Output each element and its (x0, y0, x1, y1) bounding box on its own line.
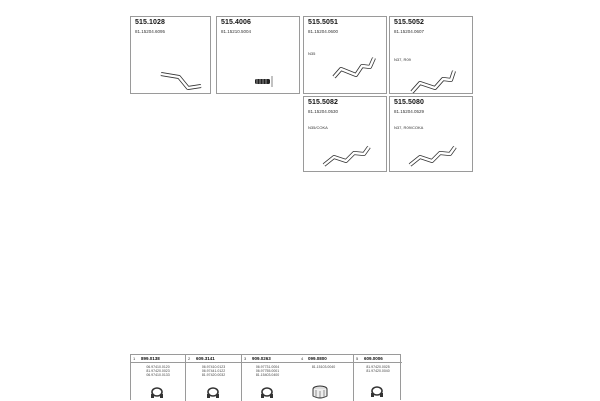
accessory-part-number: 099.0800 (308, 355, 327, 361)
part-card[interactable] (389, 16, 473, 94)
accessory-cell[interactable] (354, 355, 402, 401)
accessory-part-number: 609.3141 (196, 355, 215, 361)
part-card[interactable] (303, 16, 387, 94)
part-number: 515.5082 (308, 99, 338, 106)
part-number: 515.5052 (394, 19, 424, 26)
oem-number: 81.15204.6095 (135, 29, 166, 34)
accessory-refs: 06.97410.0123 06.97441.0122 81.97420.0032 (201, 365, 226, 378)
part-number: 515.5051 (308, 19, 338, 26)
accessory-cell[interactable] (242, 355, 354, 401)
accessory-cell[interactable] (131, 355, 186, 401)
part-note: N37, R09/COKA (394, 125, 424, 130)
oem-number: 81.15204.0530 (308, 109, 339, 114)
oem-number: 81.15210.5004 (221, 29, 252, 34)
sleeve-icon (242, 355, 354, 401)
accessory-index: 4 (301, 355, 304, 361)
accessory-part-number: 609.0006 (364, 355, 383, 361)
part-card[interactable] (216, 16, 300, 94)
part-note: N35 (308, 51, 316, 56)
clamp-icon (131, 355, 186, 401)
accessory-refs: 06.97731.0004 06.97755.0001 81.15403.0400 (255, 365, 280, 378)
accessory-refs: 81.97420.0025 81.97420.0040 (366, 365, 390, 374)
exhaust-pipe-drawing (304, 97, 388, 173)
oem-number: 81.15204.0600 (308, 29, 339, 34)
flex-hose-drawing (217, 17, 301, 95)
part-note: N37, R09 (394, 57, 411, 62)
accessories-strip (130, 354, 401, 400)
part-number: 515.4006 (221, 19, 251, 26)
accessory-index: 1 (133, 355, 136, 361)
exhaust-pipe-drawing (304, 17, 388, 95)
accessory-refs: 06.97410.0120 81.97420.0023 06.97410.0133 (146, 365, 170, 378)
exhaust-pipe-drawing (390, 97, 474, 173)
part-number: 515.1028 (135, 19, 165, 26)
exhaust-pipe-drawing (131, 17, 212, 95)
clamp-icon (354, 355, 402, 401)
accessory-index: 3 (244, 355, 247, 361)
part-number: 515.5080 (394, 99, 424, 106)
part-card[interactable] (303, 96, 387, 172)
accessory-index: 2 (188, 355, 191, 361)
clamp-icon (186, 355, 242, 401)
accessory-part-number: 909.0263 (252, 355, 271, 361)
accessory-refs: 81.15103.0040 (311, 365, 336, 369)
accessory-index: 5 (356, 355, 359, 361)
accessory-cell[interactable] (186, 355, 242, 401)
part-card[interactable] (389, 96, 473, 172)
exhaust-pipe-drawing (390, 17, 474, 95)
accessory-part-number: 899.0138 (141, 355, 160, 361)
oem-number: 81.15204.0529 (394, 109, 425, 114)
part-note: N35/COKA (308, 125, 328, 130)
oem-number: 81.15204.0607 (394, 29, 425, 34)
part-card[interactable] (130, 16, 211, 94)
